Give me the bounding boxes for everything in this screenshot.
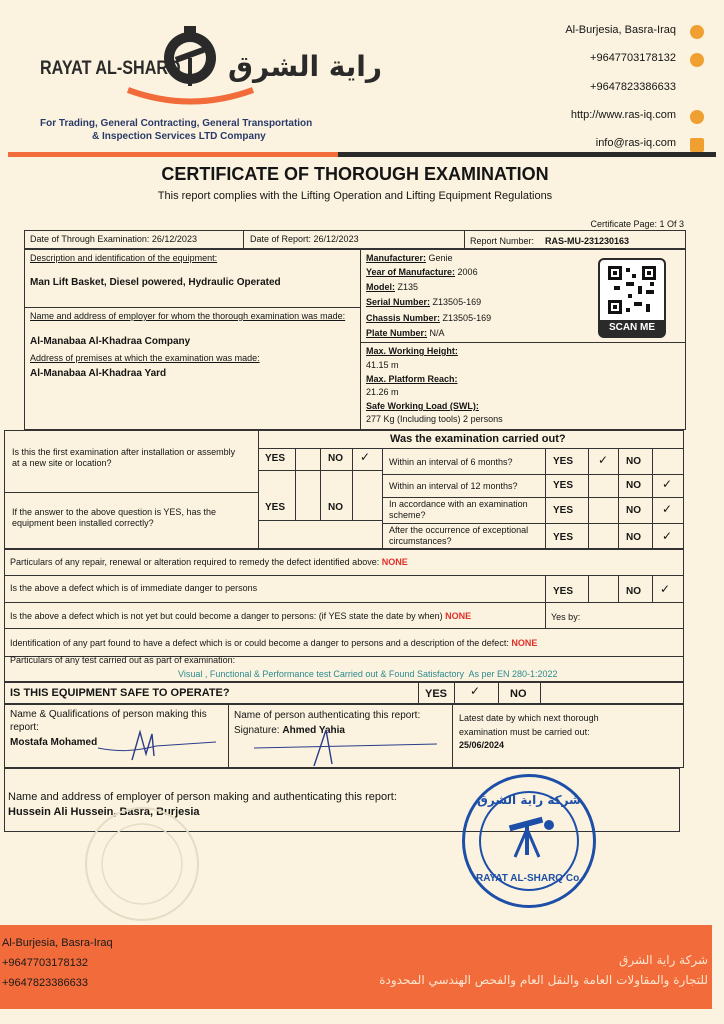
embossed-seal [72,804,212,924]
desc-label: Description and identification of the equipment: [30,253,218,263]
company-tagline-2: & Inspection Services LTD Company [92,131,266,142]
page-number: Certificate Page: 1 Of 3 [590,219,684,229]
danger-immediate-no[interactable]: NO [626,586,641,597]
signature-mostafa [96,726,216,766]
reach-label: Max. Platform Reach: [366,374,458,384]
model-value: Z135 [397,282,419,292]
next-exam-label: Latest date by which next thorough examination must be carried out: [459,713,599,737]
footer-phone-2: +9647823386633 [2,977,88,989]
tests-value: Visual , Functional & Performance test Carried out & Found Satisfactory [178,669,464,679]
danger-future-value: NONE [445,611,472,621]
employer-label: Name and address of employer for whom the thorough examination was made: [30,311,346,321]
page-title: CERTIFICATE OF THOROUGH EXAMINATION [161,164,549,184]
interval12-no[interactable]: NO [626,480,641,491]
manufacturer-label: Manufacturer: [366,253,427,263]
header-rule-dark [338,152,716,157]
stamp-english-text: RAYAT AL-SHARQ Co. [476,873,582,884]
yes-by-label: Yes by: [551,612,581,622]
premises-label: Address of premises at which the examination was made: [30,353,260,363]
tests-row [178,669,558,680]
plate-value: N/A [429,328,445,338]
q-scheme: In accordance with an examination scheme? [389,499,528,520]
safe-no[interactable]: NO [510,688,527,700]
mail-icon [690,138,704,152]
qr-icon [600,260,664,320]
signature-ahmed [252,726,442,770]
premises-value: Al-Manabaa Al-Khadraa Yard [30,368,167,379]
installed-yes[interactable]: YES [265,502,286,513]
qr-code[interactable] [598,258,666,338]
safe-yes-tick: ✓ [470,684,481,698]
person-label: Name & Qualifications of person making this report: [10,709,207,733]
identification-label: Identification of any part found to have a defect which is or could become a danger to persons and a description of the defect: [10,638,509,648]
repair-label: Particulars of any repair, renewal or alteration required to remedy the defect identified above: [10,557,380,567]
chassis-value: Z13505-169 [442,313,492,323]
phone-icon [690,53,704,67]
exceptional-no[interactable]: NO [626,532,641,543]
footer-arabic-1: شركة راية الشرق [619,953,708,967]
interval6-no[interactable]: NO [626,456,641,467]
stamp-arabic-text: شركة راية الشرق [477,793,581,807]
safe-yes[interactable]: YES [425,688,448,700]
report-number-label: Report Number: [470,236,535,246]
q-first-exam: Is this the first examination after installation or assembly at a new site or location? [12,447,236,468]
report-number: RAS-MU-231230163 [545,236,630,246]
auth-sig-label: Signature: [234,725,280,736]
stamp-pumpjack-icon [501,811,561,861]
company-tagline-1: For Trading, General Contracting, General Transportation [40,118,313,129]
danger-immediate-no-tick: ✓ [660,582,671,596]
employer-footer-value: Hussein Ali Hussein, Basra, Burjesia [8,806,200,818]
exceptional-yes[interactable]: YES [553,532,574,543]
danger-immediate-label: Is the above a defect which is of immediate danger to persons [10,583,258,593]
interval6-yes-tick: ✓ [598,453,609,467]
year-value: 2006 [457,267,478,277]
plate-label: Plate Number: [366,328,428,338]
header-phone-1: +9647703178132 [590,52,676,64]
danger-immediate-yes[interactable]: YES [553,586,574,597]
danger-future-row [10,611,471,622]
q-exceptional: After the occurrence of exceptional circumstances? [389,525,529,546]
safe-label: IS THIS EQUIPMENT SAFE TO OPERATE? [10,687,230,699]
serial-label: Serial Number: [366,297,431,307]
interval6-yes[interactable]: YES [553,456,574,467]
chassis-label: Chassis Number: [366,313,441,323]
model-label: Model: [366,282,395,292]
first-exam-yes[interactable]: YES [265,453,286,464]
desc-value: Man Lift Basket, Diesel powered, Hydraulic Operated [30,277,281,288]
footer-phone-1: +9647703178132 [2,957,88,969]
report-date: Date of Report: 26/12/2023 [250,234,359,244]
header-address: Al-Burjesia, Basra-Iraq [565,24,676,36]
qr-scan-label: SCAN ME [600,320,664,336]
identification-row [10,638,537,649]
scheme-no-tick: ✓ [662,502,673,516]
height-label: Max. Working Height: [366,346,458,356]
repair-row [10,557,408,568]
tests-standard: As per EN 280-1:2022 [468,669,558,679]
danger-future-label: Is the above a defect which is not yet but could become a danger to persons: (if YES state the date by when) [10,611,443,621]
page-subtitle: This report complies with the Lifting Operation and Lifting Equipment Regulations [157,190,553,202]
web-icon [690,110,704,124]
person-name: Mostafa Mohamed [10,737,98,748]
repair-value: NONE [381,557,408,567]
manufacturer-value: Genie [428,253,453,263]
first-exam-no[interactable]: NO [328,453,343,464]
exam-date: Date of Through Examination: 26/12/2023 [30,234,197,244]
header-email[interactable]: info@ras-iq.com [595,137,676,149]
employer-footer-label: Name and address of employer of person making and authenticating this report: [8,791,397,803]
company-name-en: RAYAT AL-SHARQ [40,58,181,79]
interval12-yes[interactable]: YES [553,480,574,491]
location-icon [690,25,704,39]
company-stamp [462,774,596,908]
swl-value: 277 Kg (Including tools) 2 persons [366,414,503,424]
employer-value: Al-Manabaa Al-Khadraa Company [30,336,191,347]
swl-label: Safe Working Load (SWL): [366,401,479,411]
identification-value: NONE [511,638,538,648]
q-installed: If the answer to the above question is YES, has the equipment been installed correctly? [12,507,216,528]
installed-no[interactable]: NO [328,502,343,513]
q-interval-6: Within an interval of 6 months? [389,457,513,467]
reach-value: 21.26 m [366,387,399,397]
header-rule-orange [8,152,338,157]
carried-out-title: Was the examination carried out? [390,433,566,445]
first-exam-no-tick: ✓ [360,450,371,464]
q-interval-12: Within an interval of 12 months? [389,481,518,491]
year-label: Year of Manufacture: [366,267,456,277]
tests-label: Particulars of any test carried out as part of examination: [10,655,236,665]
footer-address: Al-Burjesia, Basra-Iraq [2,937,113,949]
serial-value: Z13505-169 [432,297,482,307]
next-exam-date: 25/06/2024 [459,740,505,750]
company-name-ar: راية الشرق [228,50,383,83]
header-phone-2: +9647823386633 [590,81,676,93]
header-website[interactable]: http://www.ras-iq.com [570,109,676,121]
height-value: 41.15 m [366,360,399,370]
scheme-no[interactable]: NO [626,505,641,516]
scheme-yes[interactable]: YES [553,505,574,516]
interval12-no-tick: ✓ [662,477,673,491]
exceptional-no-tick: ✓ [662,529,673,543]
auth-name: Ahmed Yahia [282,725,345,736]
auth-label: Name of person authenticating this report: [234,710,421,721]
footer-arabic-2: للتجارة والمقاولات العامة والنقل العام والفحص الهندسي المحدودة [379,973,708,987]
